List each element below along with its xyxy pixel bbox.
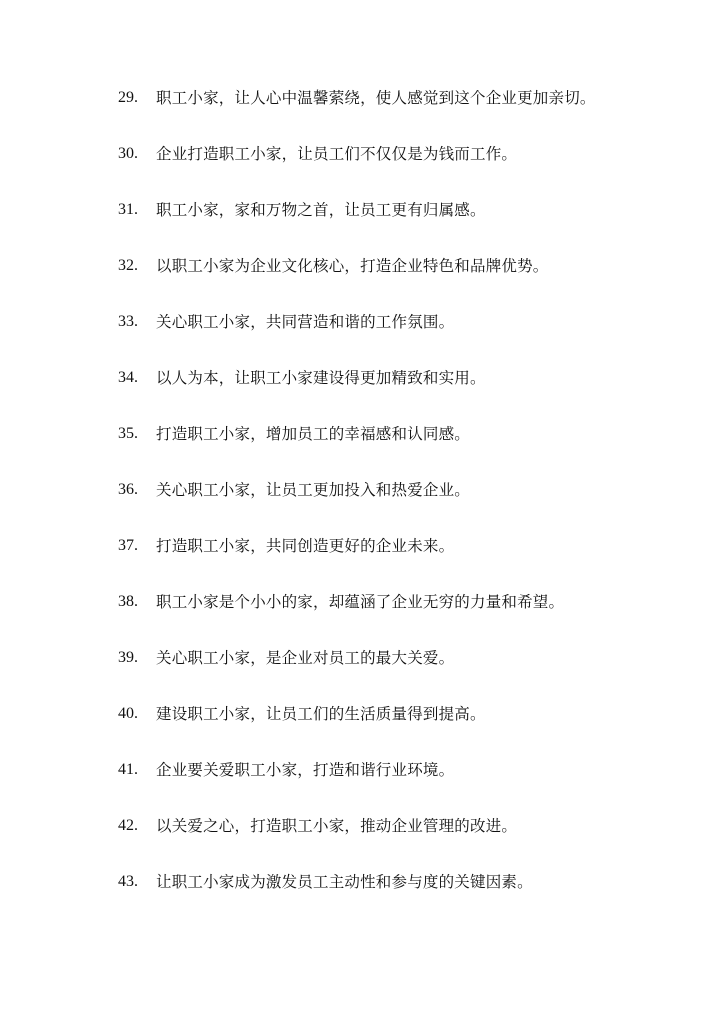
- item-number: 36.: [118, 481, 138, 498]
- list-item: [118, 756, 678, 784]
- item-text: 职工小家，让人心中温馨萦绕，使人感觉到这个企业更加亲切。: [156, 89, 596, 107]
- item-text: 以职工小家为企业文化核心，打造企业特色和品牌优势。: [156, 257, 549, 275]
- item-number: 29.: [118, 89, 138, 106]
- list-item: [118, 196, 678, 224]
- item-text: 关心职工小家，让员工更加投入和热爱企业。: [156, 481, 471, 499]
- item-number: 40.: [118, 705, 138, 722]
- item-number: 34.: [118, 369, 138, 386]
- item-number: 35.: [118, 425, 138, 442]
- list-item: [118, 364, 678, 392]
- item-text: 打造职工小家，增加员工的幸福感和认同感。: [156, 425, 471, 443]
- item-number: 37.: [118, 537, 138, 554]
- item-text: 打造职工小家，共同创造更好的企业未来。: [156, 537, 455, 555]
- item-number: 32.: [118, 257, 138, 274]
- item-text: 关心职工小家，共同营造和谐的工作氛围。: [156, 313, 455, 331]
- list-item: [118, 140, 678, 168]
- list-item: [118, 84, 678, 112]
- item-text: 职工小家，家和万物之首，让员工更有归属感。: [156, 201, 486, 219]
- item-number: 42.: [118, 817, 138, 834]
- list-item: [118, 868, 678, 896]
- list-item: [118, 308, 678, 336]
- item-text: 让职工小家成为激发员工主动性和参与度的关键因素。: [156, 873, 533, 891]
- item-number: 39.: [118, 649, 138, 666]
- item-number: 30.: [118, 145, 138, 162]
- item-number: 43.: [118, 873, 138, 890]
- item-text: 企业打造职工小家，让员工们不仅仅是为钱而工作。: [156, 145, 518, 163]
- item-text: 建设职工小家，让员工们的生活质量得到提高。: [156, 705, 486, 723]
- item-number: 33.: [118, 313, 138, 330]
- item-text: 职工小家是个小小的家，却蕴涵了企业无穷的力量和希望。: [156, 593, 565, 611]
- list-item: [118, 252, 678, 280]
- list-item: [118, 476, 678, 504]
- item-text: 关心职工小家，是企业对员工的最大关爱。: [156, 649, 455, 667]
- item-number: 38.: [118, 593, 138, 610]
- list-item: [118, 644, 678, 672]
- list-item: [118, 812, 678, 840]
- item-number: 31.: [118, 201, 138, 218]
- item-text: 企业要关爱职工小家，打造和谐行业环境。: [156, 761, 455, 779]
- item-number: 41.: [118, 761, 138, 778]
- list-item: [118, 588, 678, 616]
- list-item: [118, 420, 678, 448]
- list-item: [118, 532, 678, 560]
- list-item: [118, 700, 678, 728]
- item-text: 以人为本，让职工小家建设得更加精致和实用。: [156, 369, 486, 387]
- item-text: 以关爱之心，打造职工小家，推动企业管理的改进。: [156, 817, 518, 835]
